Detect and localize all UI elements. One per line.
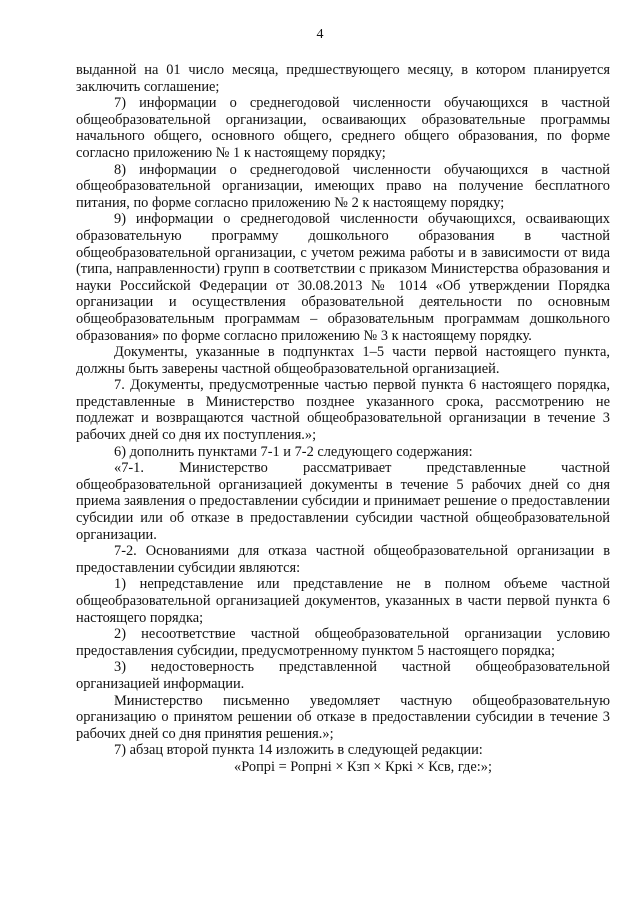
paragraph-point-7: 7. Документы, предусмотренные частью первой пункта 6 настоящего порядка, представленные в Министерство позднее указанного срока, рассмотрению не подлежат и возвращаются частной общеобразовательной организации в течение 3 рабочих дней со дня их поступления.»; — [76, 377, 610, 444]
paragraph-notification: Министерство письменно уведомляет частную общеобразовательную организацию о принятом решении об отказе в предоставлении субсидии в течение 3 рабочих дней со дня принятия решения.»; — [76, 692, 610, 742]
paragraph-point-7-2: 7-2. Основаниями для отказа частной общеобразовательной организации в предоставлении субсидии являются: — [76, 543, 610, 576]
paragraph-ground-2: 2) несоответствие частной общеобразовательной организации условию предоставления субсидии, предусмотренному пунктом 5 настоящего порядка; — [76, 626, 610, 659]
paragraph-amendment-7: 7) абзац второй пункта 14 изложить в следующей редакции: — [114, 742, 483, 759]
paragraph-documents-certified: Документы, указанные в подпунктах 1–5 части первой настоящего пункта, должны быть заверены частной общеобразовательной организацией. — [76, 344, 610, 377]
page-number: 4 — [316, 27, 324, 42]
paragraph-continuation: выданной на 01 число месяца, предшествующего месяцу, в котором планируется заключить соглашение; — [76, 62, 610, 95]
formula-line: «Ропрi = Ропрнi × Кзп × Кркi × Ксв, где:»; — [234, 758, 492, 775]
document-body — [76, 62, 610, 776]
paragraph-ground-1: 1) непредставление или представление не в полном объеме частной общеобразовательной организацией документов, указанных в части первой пункта 6 настоящего порядка; — [76, 576, 610, 626]
paragraph-ground-3: 3) недостоверность представленной частной общеобразовательной организацией информации. — [76, 659, 610, 692]
paragraph-point-7-1: «7-1. Министерство рассматривает представленные частной общеобразовательной организацией документы в течение 5 рабочих дней со дня приема заявления о предоставлении субсидии и принимает решение о предоставлении субсидии или об отказе в предоставлении субсидии частной общеобразовательной организации. — [76, 460, 610, 543]
paragraph-item-8: 8) информации о среднегодовой численности обучающихся в частной общеобразовательной организации, имеющих право на получение бесплатного питания, по форме согласно приложению № 2 к настоящему порядку; — [76, 161, 610, 211]
paragraph-item-9: 9) информации о среднегодовой численности обучающихся, осваивающих образовательную программу дошкольного образования в частной общеобразовательной организации, с учетом режима работы и в зависимости от вида (типа, направленности) групп в соответствии с приказом Министерства образования и науки Российской Федерации от 30.08.2013 № 1014 «Об утверждении Порядка организации и осуществления образовательной деятельности по основным общеобразовательным программам – образовательным программам дошкольного образования» по форме согласно приложению № 3 к настоящему порядку. — [76, 211, 610, 344]
paragraph-item-7: 7) информации о среднегодовой численности обучающихся в частной общеобразовательной организации, осваивающих образовательные программы начального общего, основного общего, среднего общего образования, по форме согласно приложению № 1 к настоящему порядку; — [76, 95, 610, 161]
paragraph-amendment-6: 6) дополнить пунктами 7-1 и 7-2 следующего содержания: — [114, 443, 473, 460]
